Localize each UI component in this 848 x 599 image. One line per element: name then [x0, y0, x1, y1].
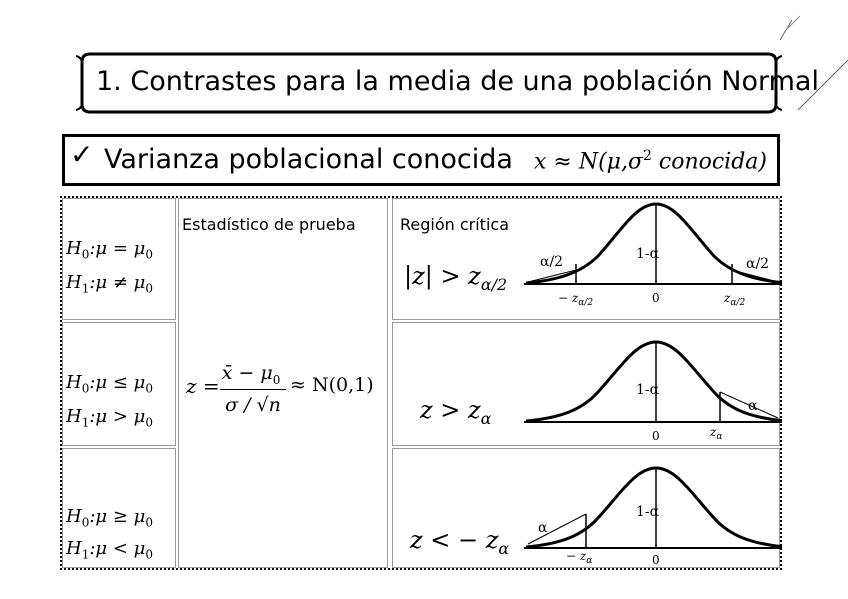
h1-prefix: H: [66, 406, 82, 427]
h1-relation: :μ < μ: [89, 538, 146, 559]
h1-rel-sub: 0: [145, 547, 153, 562]
h0-sub: 0: [81, 515, 90, 530]
formula-lhs: x ≈ N(μ,σ: [534, 149, 643, 175]
left-tail-edge: [528, 514, 586, 544]
normal-curve-two-tailed: [520, 198, 782, 320]
h0-relation: :μ ≥ μ: [89, 506, 146, 527]
header-statistic: Estadístico de prueba: [182, 215, 356, 234]
numerator-text: x̄ − μ: [221, 362, 273, 384]
h0-rel-sub: 0: [145, 515, 153, 530]
alt-hypothesis-2: [66, 406, 153, 430]
normal-curve-left-tailed: [520, 448, 782, 568]
tick-zero: 0: [652, 291, 660, 305]
numerator-sub: 0: [272, 372, 281, 387]
fraction-bar: [220, 389, 286, 390]
h0-prefix: H: [66, 506, 82, 527]
tick-left: − $z_{\alpha/2}$: [558, 291, 594, 308]
null-hypothesis-2: [66, 372, 153, 396]
left-area-label: α: [538, 520, 548, 536]
h0-prefix: H: [66, 372, 82, 393]
tick-right: $z_\alpha$: [710, 425, 723, 442]
h1-rel-sub: 0: [145, 415, 153, 430]
null-hypothesis-3: [66, 506, 153, 530]
condition-lhs: |z| > z: [404, 262, 481, 290]
formula-rhs: conocida): [651, 149, 768, 175]
condition-sub: α: [480, 408, 492, 428]
tick-right: $z_{\alpha/2}$: [724, 291, 746, 308]
right-area-label: α/2: [746, 256, 770, 272]
tick-zero: 0: [652, 429, 660, 443]
normal-curve-right-tailed: [520, 322, 782, 446]
alt-hypothesis-1: [66, 272, 153, 296]
header-critical-region: Región crítica: [400, 215, 509, 234]
condition-sub: α: [498, 538, 510, 558]
center-area-label: 1-α: [636, 504, 660, 520]
h1-prefix: H: [66, 272, 82, 293]
center-area-label: 1-α: [636, 246, 660, 262]
critical-condition-1: [404, 262, 507, 294]
h1-sub: 1: [81, 547, 90, 562]
h0-relation: :μ = μ: [89, 238, 146, 259]
condition-lhs: z < − z: [410, 526, 499, 554]
h1-rel-sub: 0: [145, 281, 153, 296]
h0-rel-sub: 0: [145, 247, 153, 262]
page-title: 1. Contrastes para la media de una población Normal: [96, 66, 819, 97]
h0-relation: :μ ≤ μ: [89, 372, 146, 393]
right-area-label: α: [748, 398, 758, 414]
h1-relation: :μ ≠ μ: [89, 272, 146, 293]
h1-prefix: H: [66, 538, 82, 559]
statistic-lhs: z =: [186, 374, 220, 398]
h1-sub: 1: [81, 281, 90, 296]
subtitle-label: Varianza poblacional conocida: [104, 144, 513, 175]
critical-condition-2: [420, 396, 491, 428]
tick-left: − $z_\alpha$: [566, 549, 593, 566]
statistic-rhs: ≈ N(0,1): [290, 374, 374, 396]
h0-sub: 0: [81, 381, 90, 396]
h1-sub: 1: [81, 415, 90, 430]
h0-prefix: H: [66, 238, 82, 259]
h0-sub: 0: [81, 247, 90, 262]
check-icon: ✓: [70, 138, 94, 171]
center-area-label: 1-α: [636, 382, 660, 398]
tick-zero: 0: [652, 553, 660, 567]
h0-rel-sub: 0: [145, 381, 153, 396]
distribution-formula: [534, 148, 767, 174]
null-hypothesis-1: [66, 238, 153, 262]
statistic-denominator: σ / √n: [225, 394, 281, 416]
left-area-label: α/2: [540, 254, 564, 270]
h1-relation: :μ > μ: [89, 406, 146, 427]
formula-exponent: 2: [642, 148, 652, 164]
statistic-numerator: [220, 362, 282, 387]
condition-lhs: z > z: [420, 396, 481, 424]
condition-sub: α/2: [480, 274, 508, 294]
alt-hypothesis-3: [66, 538, 153, 562]
critical-condition-3: [410, 526, 509, 558]
